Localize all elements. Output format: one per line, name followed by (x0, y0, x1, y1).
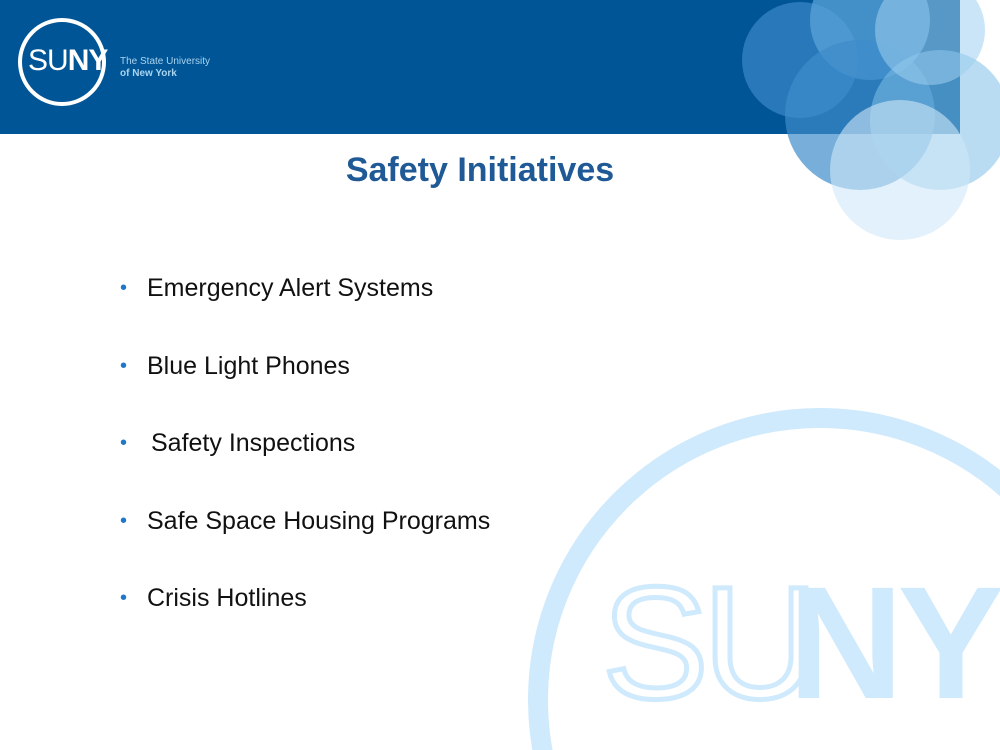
bullet-text: Emergency Alert Systems (147, 274, 434, 302)
bullet-text: Safe Space Housing Programs (147, 506, 491, 535)
suny-watermark (520, 390, 1000, 750)
bullet-text: Blue Light Phones (147, 351, 350, 380)
watermark-su: SU (602, 553, 813, 732)
bullet-icon: • (120, 587, 128, 609)
bullet-icon: • (120, 509, 128, 532)
watermark-ny: NY (788, 553, 999, 732)
logo-tagline (120, 56, 240, 80)
logo-wordmark (28, 44, 108, 77)
slide-title: Safety Initiatives (345, 151, 615, 189)
bullet-text: Safety Inspections (151, 429, 356, 457)
bullet-icon: • (120, 432, 128, 454)
bullet-icon: • (120, 354, 128, 377)
logo-tagline-line2: of New York (120, 68, 177, 79)
logo-mark-ny: NY (67, 44, 108, 77)
bullet-icon: • (120, 277, 128, 299)
suny-logo (18, 18, 218, 118)
bullet-text: Crisis Hotlines (147, 584, 307, 612)
logo-tagline-line1: The State University (120, 56, 211, 67)
logo-mark-su: SU (28, 44, 68, 77)
